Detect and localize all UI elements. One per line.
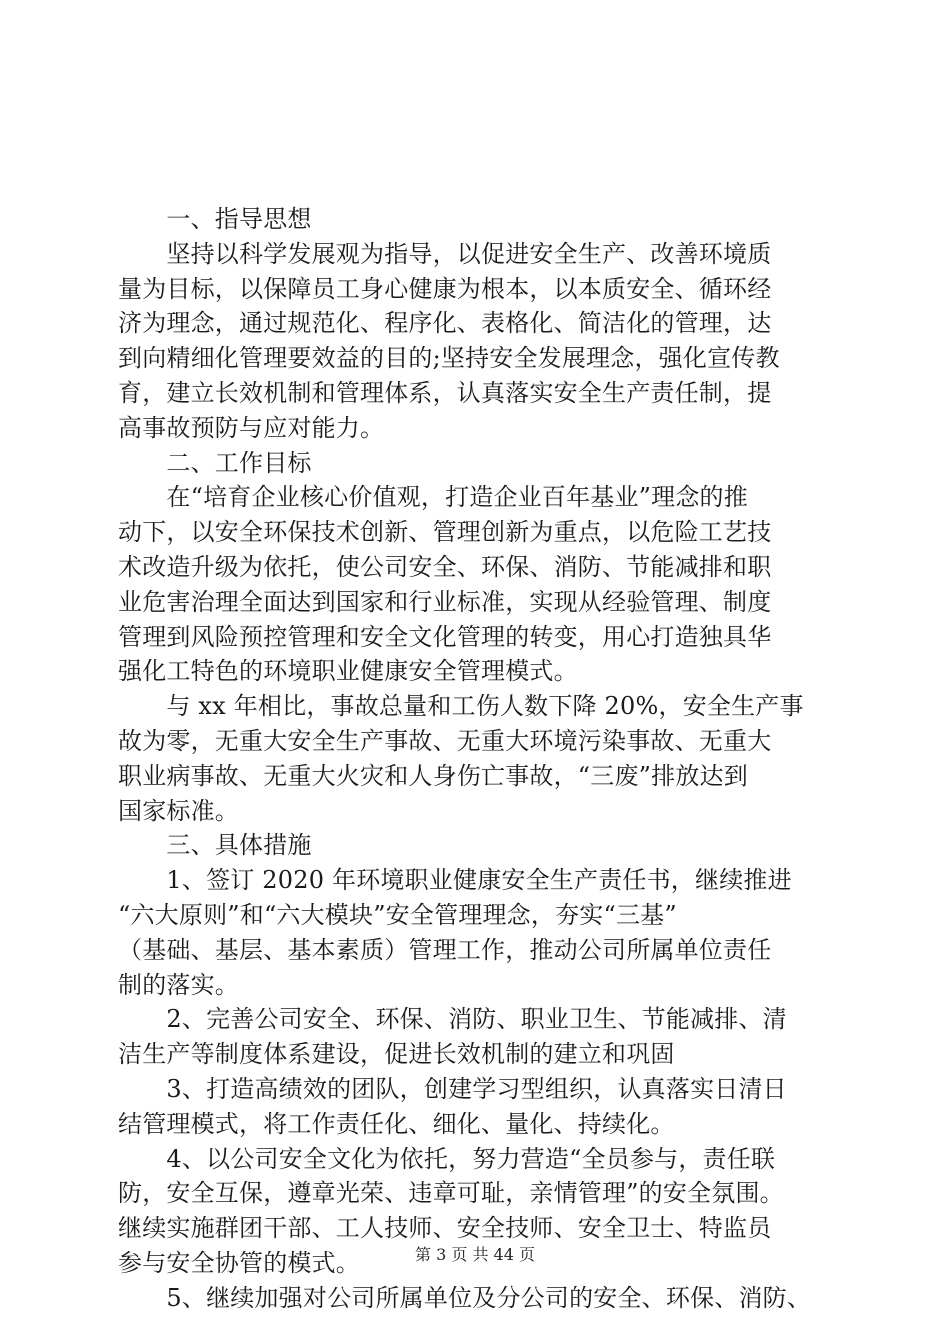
text-line: 强化工特色的环境职业健康安全管理模式。 <box>118 657 578 686</box>
text-line: 1、签订 2020 年环境职业健康安全生产责任书，继续推进 <box>118 866 792 895</box>
text-line: 动下，以安全环保技术创新、管理创新为重点，以危险工艺技 <box>118 518 772 547</box>
text-line: 2、完善公司安全、环保、消防、职业卫生、节能减排、清 <box>118 1005 787 1034</box>
text-line: 术改造升级为依托，使公司安全、环保、消防、节能减排和职 <box>118 553 772 581</box>
text-line: 结管理模式，将工作责任化、细化、量化、持续化。 <box>118 1109 675 1138</box>
text-line: 5、继续加强对公司所属单位及分公司的安全、环保、消防、 <box>118 1283 812 1312</box>
text-line: 洁生产等制度体系建设，促进长效机制的建立和巩固 <box>118 1040 675 1069</box>
text-line: 故为零，无重大安全生产事故、无重大环境污染事故、无重大 <box>118 727 772 755</box>
text-line: 制的落实。 <box>118 970 239 999</box>
text-line: 继续实施群团干部、工人技师、安全技师、安全卫士、特监员 <box>118 1214 772 1243</box>
text-line: 与 xx 年相比，事故总量和工伤人数下降 20%，安全生产事 <box>118 692 804 721</box>
page-footer: 第 3 页 共 44 页 <box>415 1245 535 1264</box>
text-line: 3、打造高绩效的团队，创建学习型组织，认真落实日清日 <box>118 1075 787 1103</box>
text-line: 防，安全互保，遵章光荣、违章可耻，亲情管理”的安全氛围。 <box>118 1179 784 1208</box>
text-line: 职业病事故、无重大火灾和人身伤亡事故，“三废”排放达到 <box>118 761 748 790</box>
text-line: 坚持以科学发展观为指导，以促进安全生产、改善环境质 <box>118 239 772 268</box>
text-line: 国家标准。 <box>118 796 239 825</box>
text-line: 高事故预防与应对能力。 <box>118 413 385 442</box>
text-line: “六大原则”和“六大模块”安全管理理念，夯实“三基” <box>118 901 677 929</box>
text-line: 二、工作目标 <box>118 448 312 477</box>
text-line: 业危害治理全面达到国家和行业标准，实现从经验管理、制度 <box>118 587 772 616</box>
text-line: （基础、基层、基本素质）管理工作，推动公司所属单位责任 <box>118 935 772 964</box>
text-line: 管理到风险预控管理和安全文化管理的转变，用心打造独具华 <box>118 622 772 651</box>
text-line: 一、指导思想 <box>118 205 312 233</box>
text-line: 到向精细化管理要效益的目的;坚持安全发展理念，强化宣传教 <box>118 344 780 373</box>
text-line: 4、以公司安全文化为依托，努力营造“全员参与，责任联 <box>118 1144 776 1173</box>
text-line: 济为理念，通过规范化、程序化、表格化、简洁化的管理，达 <box>118 309 772 338</box>
text-line: 量为目标，以保障员工身心健康为根本，以本质安全、循环经 <box>118 274 772 303</box>
text-line: 育，建立长效机制和管理体系，认真落实安全生产责任制，提 <box>118 379 772 407</box>
text-line: 在“培育企业核心价值观，打造企业百年基业”理念的推 <box>118 483 748 512</box>
text-line: 参与安全协管的模式。 <box>118 1249 360 1277</box>
text-line: 三、具体措施 <box>118 831 312 860</box>
